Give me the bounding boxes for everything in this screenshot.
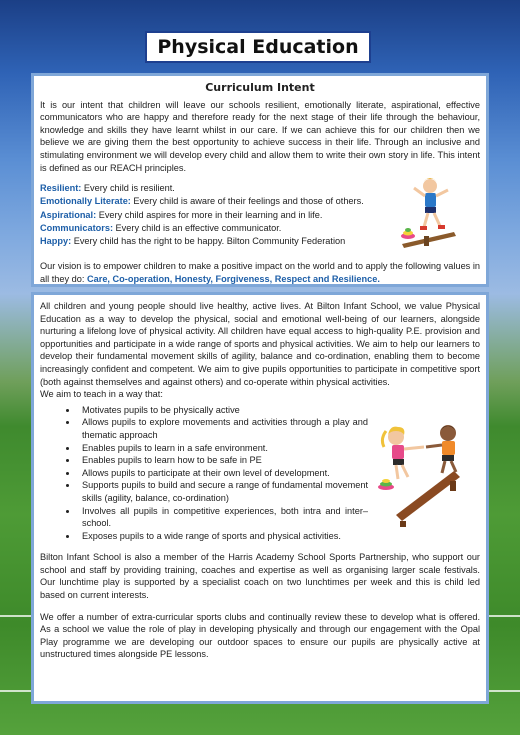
list-item: • Exposes pupils to a wide range of sports and physical activities. <box>78 530 368 543</box>
aims-list <box>40 404 368 543</box>
reach-item: Aspirational: Every child aspires for more in their learning and in life. <box>40 209 323 220</box>
pe-overview-panel <box>31 292 489 704</box>
reach-item: Happy: Every child has the right to be happy. Bilton Community Federation <box>40 235 346 246</box>
teach-intro: We aim to teach in a way that: <box>40 389 163 400</box>
list-item: • Motivates pupils to be physically active <box>78 404 368 417</box>
children-balance-beam-illustration <box>376 415 472 527</box>
pe-intro-paragraph: All children and young people should live healthy, active lives. At Bilton Infant School, we value Physical Education as a way to develop the physical, social and emotional well-being of our learners, alongside nurturing a lifelong love of physical activity. All children have equal access to high-quality P.E. provision and opportunities and participate in a wide range of sports and physical activities. We aim to help our learners to develop their fundamental movement skills of agility, balance and co-ordination, enabling them to become increasingly confident and competent. We aim to give pupils opportunities to participate in competitive sport (both against themselves and against others) and co-operate within physical activities. <box>40 301 480 387</box>
curriculum-intent-heading: Curriculum Intent <box>205 81 315 94</box>
reach-item: Emotionally Literate: Every child is aware of their feelings and those of others. <box>40 196 364 207</box>
child-balancing-illustration <box>394 172 466 250</box>
intent-paragraph: It is our intent that children will leave our schools resilient, emotionally literate, aspirational, effective communicators who are happy and therefore ready for the next stage of their life through the behaviour, knowledge and skills they have learnt whilst in our care. If we can achieve this for our children then we believe we are giving them the best opportunity to achieve success in their life. Through an inclusive and stimulating environment we will develop every child and allow them to write their own story in life. This intent is defined as our REACH principles. <box>40 99 480 173</box>
list-item: • Allows pupils to explore movements and activities through a play and thematic approach <box>78 416 368 441</box>
list-item: • Enables pupils to learn in a safe environment. <box>78 442 368 455</box>
list-item: • Enables pupils to learn how to be safe in PE <box>78 454 368 467</box>
list-item: • Supports pupils to build and secure a range of fundamental movement skills (agility, balance, co-ordination) <box>78 479 368 504</box>
extracurricular-paragraph: We offer a number of extra-curricular sports clubs and continually review these to develop what is offered. As a school we value the role of play in developing physically and through our engagement with the Opal Play programme we are developing our outdoor spaces to ensure our pupils are physically active at unstructured times alongside PE lessons. <box>40 611 480 660</box>
curriculum-intent-panel <box>31 73 489 287</box>
list-item: • Involves all pupils in competitive experiences, both intra and inter–school. <box>78 505 368 530</box>
list-item: • Allows pupils to participate at their own level of development. <box>78 467 368 480</box>
vision-statement: Our vision is to empower children to make a positive impact on the world and to apply the following values in all they do: Care, Co-operation, Honesty, Forgiveness, Respect and Resilience. <box>40 261 480 284</box>
reach-item: Communicators: Every child is an effective communicator. <box>40 222 282 233</box>
page-title: Physical Education <box>145 31 371 63</box>
school-values: Care, Co-operation, Honesty, Forgiveness, Respect and Resilience. <box>87 273 380 284</box>
partnership-paragraph: Bilton Infant School is also a member of the Harris Academy School Sports Partnership, who support our school and staff by providing training, coaches and expertise as well as organising larger scale festivals. Our lunchtime play is supported by a specialist coach on two lunchtimes per week and this is child led based on current interests. <box>40 552 480 601</box>
reach-item: Resilient: Every child is resilient. <box>40 183 175 194</box>
